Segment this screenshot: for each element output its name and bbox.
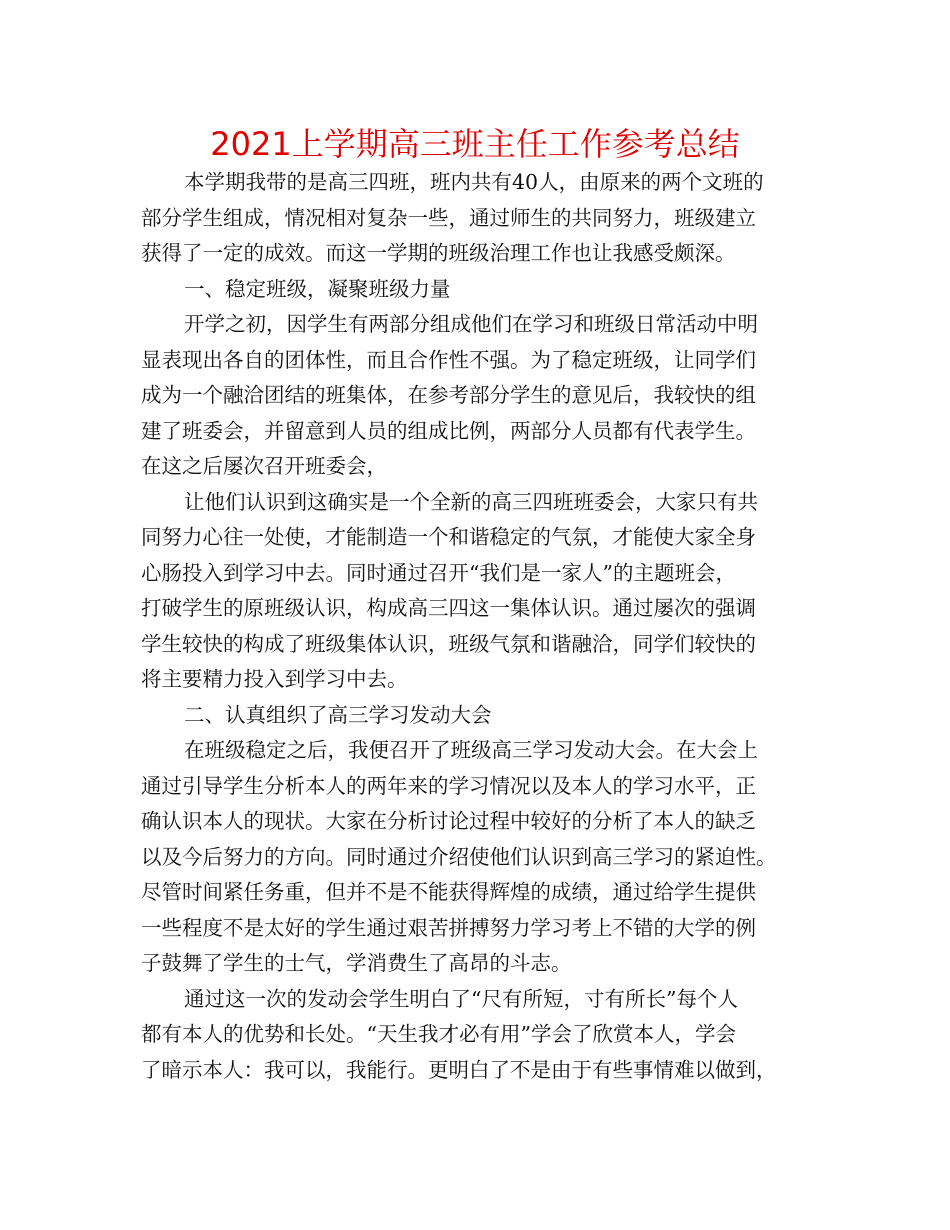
- document-body: [141, 165, 831, 1088]
- text-line: 通过引导学生分析本人的两年来的学习情况以及本人的学习水平，正: [141, 773, 756, 798]
- text-line: 显表现出各自的团体性，而且合作性不强。为了稳定班级，让同学们: [141, 347, 756, 372]
- text-line: 确认识本人的现状。大家在分析讨论过程中较好的分析了本人的缺乏: [141, 809, 756, 833]
- text-line: 学生较快的构成了班级集体认识，班级气氛和谐融洽，同学们较快的: [141, 631, 756, 656]
- text-line: 心肠投入到学习中去。同时通过召开“我们是一家人”的主题班会，: [141, 560, 736, 585]
- text-line: 让他们认识到这确实是一个全新的高三四班班委会，大家只有共: [184, 489, 758, 514]
- text-line: 了暗示本人：我可以，我能行。更明白了不是由于有些事情难以做到，: [141, 1057, 777, 1082]
- document-title: 2021上学期高三班主任工作参考总结: [210, 125, 740, 163]
- text-line: 打破学生的原班级认识，构成高三四这一集体认识。通过屡次的强调: [141, 596, 756, 620]
- text-line: 都有本人的优势和长处。“天生我才必有用”学会了欣赏本人，学会: [141, 1022, 736, 1046]
- text-line: 开学之初，因学生有两部分组成他们在学习和班级日常活动中明: [184, 312, 758, 336]
- text-line: 子鼓舞了学生的士气，学消费生了高昂的斗志。: [141, 951, 572, 975]
- text-line: 建了班委会，并留意到人员的组成比例，两部分人员都有代表学生。: [141, 418, 756, 443]
- text-line: 二、认真组织了高三学习发动大会: [184, 702, 492, 727]
- text-line: 将主要精力投入到学习中去。: [141, 667, 408, 691]
- text-line: 获得了一定的成效。而这一学期的班级治理工作也让我感受颇深。: [141, 241, 736, 265]
- text-line: 以及今后努力的方向。同时通过介绍使他们认识到高三学习的紧迫性。: [141, 844, 777, 869]
- text-line: 成为一个融洽团结的班集体，在参考部分学生的意见后，我较快的组: [141, 383, 756, 407]
- text-line: 通过这一次的发动会学生明白了“尺有所短，寸有所长”每个人: [184, 986, 738, 1011]
- text-line: 一些程度不是太好的学生通过艰苦拼搏努力学习考上不错的大学的例: [141, 915, 756, 940]
- text-line: 部分学生组成，情况相对复杂一些，通过师生的共同努力，班级建立: [141, 205, 756, 230]
- text-line: 尽管时间紧任务重，但并不是不能获得辉煌的成绩，通过给学生提供: [141, 880, 756, 904]
- text-line: 同努力心往一处使，才能制造一个和谐稳定的气氛，才能使大家全身: [141, 525, 756, 549]
- text-line: 一、稳定班级，凝聚班级力量: [184, 276, 451, 301]
- text-line: 在班级稳定之后，我便召开了班级高三学习发动大会。在大会上: [184, 738, 758, 762]
- text-line: 在这之后屡次召开班委会，: [141, 454, 387, 478]
- text-line: 本学期我带的是高三四班，班内共有40人，由原来的两个文班的: [184, 170, 764, 194]
